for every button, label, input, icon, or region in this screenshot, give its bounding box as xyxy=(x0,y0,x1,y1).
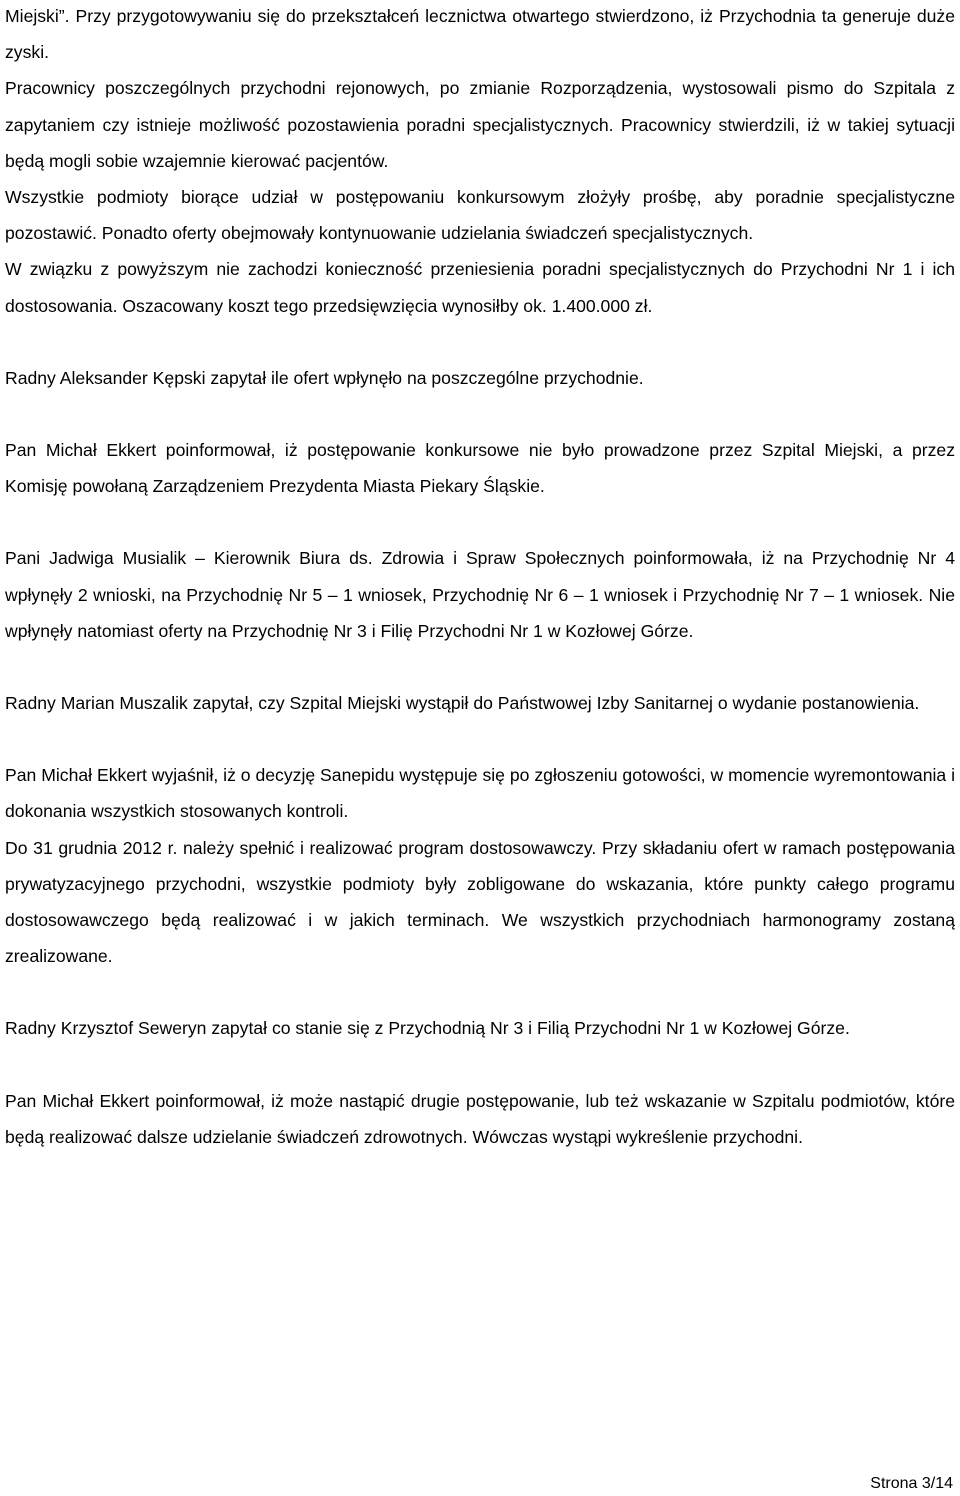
paragraph: Pan Michał Ekkert poinformował, iż postępowanie konkursowe nie było prowadzone przez Szpital Miejski, a przez Komisję powołaną Zarządzeniem Prezydenta Miasta Piekary Śląskie. xyxy=(5,440,955,497)
page-number: Strona 3/14 xyxy=(870,1475,953,1492)
paragraph: Radny Aleksander Kępski zapytał ile ofert wpłynęło na poszczególne przychodnie. xyxy=(5,367,644,388)
paragraph: Pani Jadwiga Musialik – Kierownik Biura ds. Zdrowia i Spraw Społecznych poinformowała, iż na Przychodnię Nr 4 wpłynęły 2 wnioski, na Przychodnię Nr 5 – 1 wniosek, Przychodnię Nr 6 – 1 wniosek i Przychodnię Nr 7 – 1 wniosek. Nie wpłynęły natomiast oferty na Przychodnię Nr 3 i Filię Przychodni Nr 1 w Kozłowej Górze. xyxy=(5,548,955,641)
paragraph: W związku z powyższym nie zachodzi konieczność przeniesienia poradni specjalistycznych do Przychodni Nr 1 i ich dostosowania. Oszacowany koszt tego przedsięwzięcia wynosiłby ok. 1.400.000 zł. xyxy=(5,259,955,316)
paragraph: Pracownicy poszczególnych przychodni rejonowych, po zmianie Rozporządzenia, wystosowali pismo do Szpitala z zapytaniem czy istnieje możliwość pozostawienia poradni specjalistycznych. Pracownicy stwierdzili, iż w takiej sytuacji będą mogli sobie wzajemnie kierować pacjentów. xyxy=(5,78,955,171)
paragraph: Radny Marian Muszalik zapytał, czy Szpital Miejski wystąpił do Państwowej Izby Sanitarnej o wydanie postanowienia. xyxy=(5,693,920,714)
paragraph: Radny Krzysztof Seweryn zapytał co stanie się z Przychodnią Nr 3 i Filią Przychodni Nr 1 w Kozłowej Górze. xyxy=(5,1018,850,1039)
paragraph: Pan Michał Ekkert poinformował, iż może nastąpić drugie postępowanie, lub też wskazanie w Szpitalu podmiotów, które będą realizować dalsze udzielanie świadczeń zdrowotnych. Wówczas wystąpi wykreślenie przychodni. xyxy=(5,1090,955,1147)
paragraph: Pan Michał Ekkert wyjaśnił, iż o decyzję Sanepidu występuje się po zgłoszeniu gotowości, w momencie wyremontowania i dokonania wszystkich stosowanych kontroli. xyxy=(5,765,955,822)
document-page xyxy=(5,0,955,1155)
paragraph: Do 31 grudnia 2012 r. należy spełnić i realizować program dostosowawczy. Przy składaniu ofert w ramach postępowania prywatyzacyjnego przychodni, wszystkie podmioty były zobligowane do wskazania, które punkty całego programu dostosowawczego będą realizować i w jakich terminach. We wszystkich przychodniach harmonogramy zostaną zrealizowane. xyxy=(5,837,955,967)
paragraph: Miejski”. Przy przygotowywaniu się do przekształceń lecznictwa otwartego stwierdzono, iż Przychodnia ta generuje duże zyski. xyxy=(5,6,955,63)
paragraph: Wszystkie podmioty biorące udział w postępowaniu konkursowym złożyły prośbę, aby poradnie specjalistyczne pozostawić. Ponadto oferty obejmowały kontynuowanie udzielania świadczeń specjalistycznych. xyxy=(5,187,955,244)
